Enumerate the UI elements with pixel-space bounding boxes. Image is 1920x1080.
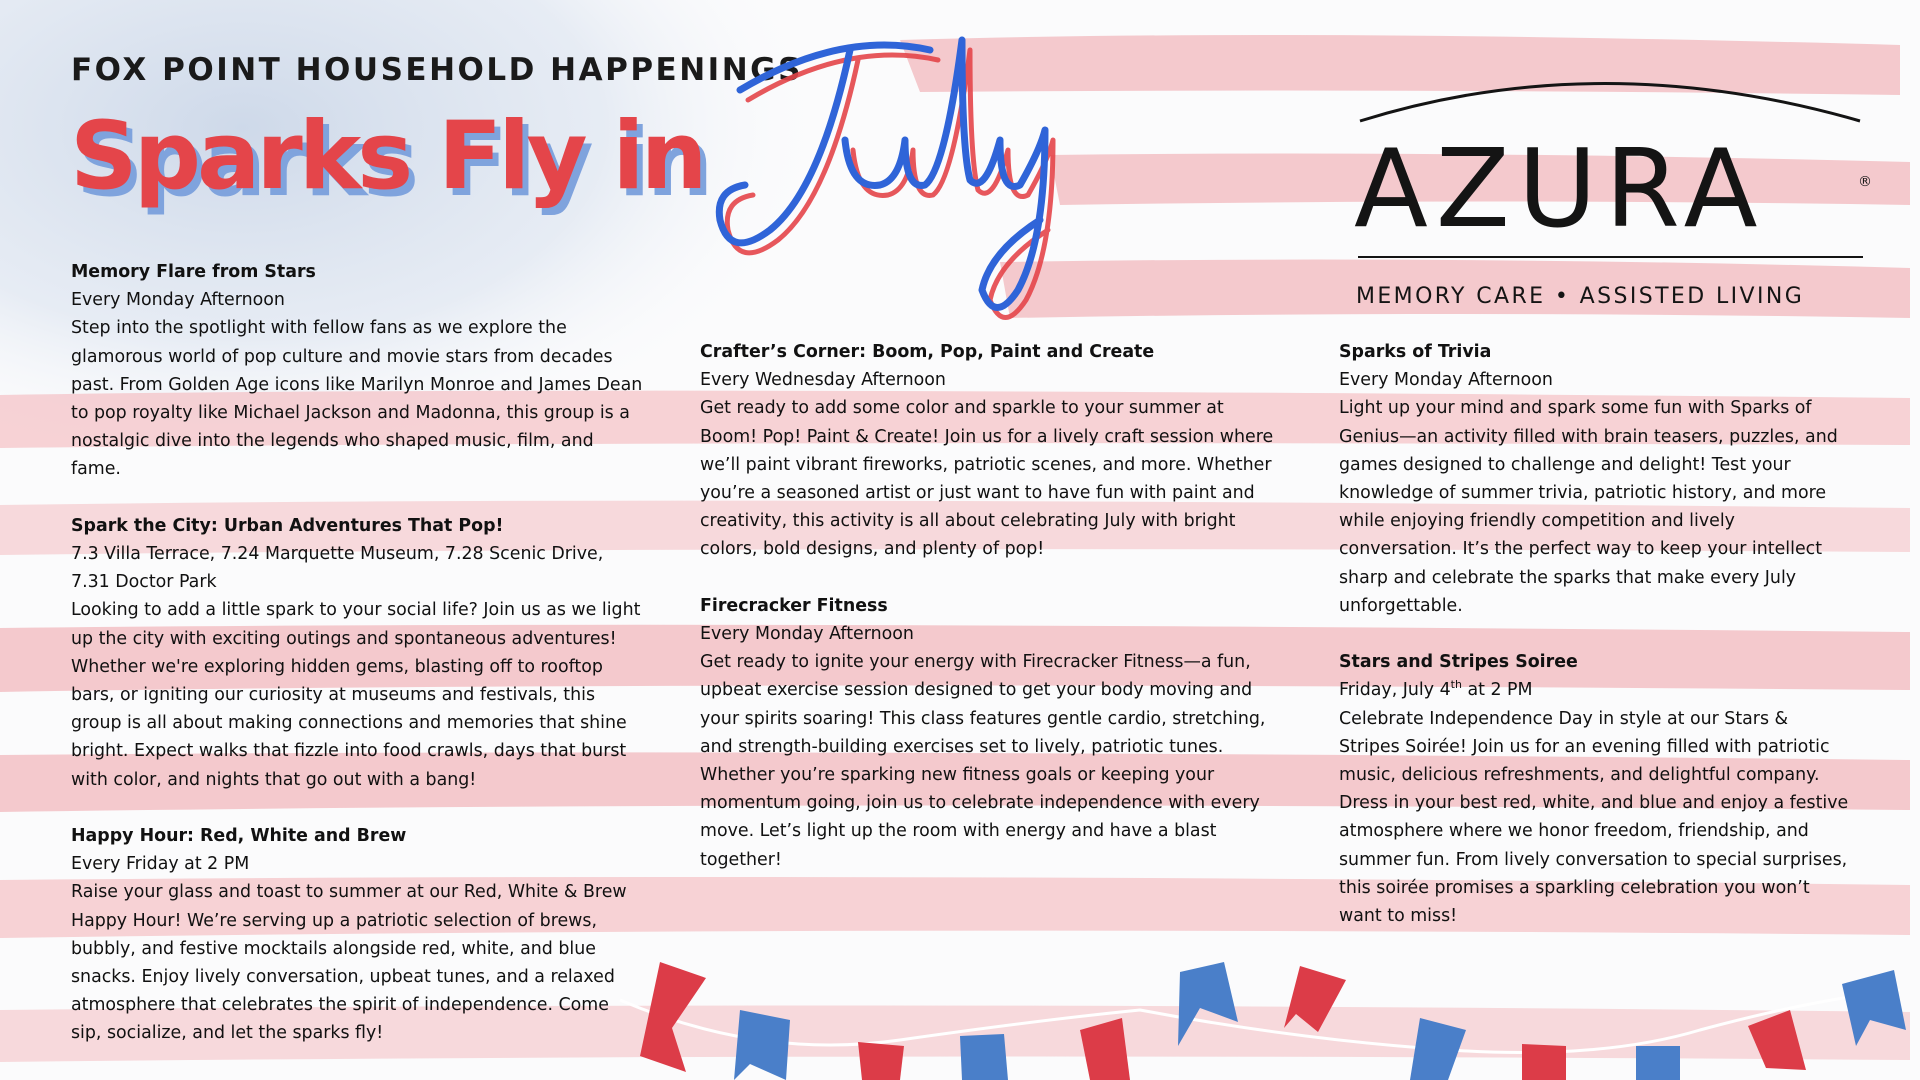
event-title: Spark the City: Urban Adventures That Pop! — [71, 515, 504, 536]
event-schedule: Every Wednesday Afternoon — [700, 370, 946, 391]
event-title: Crafter’s Corner: Boom, Pop, Paint and Create — [700, 342, 1155, 362]
event-schedule: 7.3 Villa Terrace, 7.24 Marquette Museum, 7.28 Scenic Drive, 7.31 Doctor Park — [71, 544, 604, 593]
logo-wordmark: AZURA — [1354, 127, 1766, 252]
events-column-3 — [1339, 338, 1849, 958]
event-description: Step into the spotlight with fellow fans as we explore the glamorous world of pop culture and movie stars from decades past. From Golden Age icons like Marilyn Monroe and James Dean to pop royalty like Michael Jackson and Madonna, this group is a nostalgic dive into the legends who shaped music, film, and fame. — [71, 318, 643, 480]
event-stars-and-stripes — [1339, 648, 1849, 930]
event-schedule — [1339, 676, 1849, 704]
event-description: Light up your mind and spark some fun with Sparks of Genius—an activity filled with brain teasers, puzzles, and games designed to challenge and delight! Test your knowledge of summer trivia, patriotic history, and more while enjoying friendly competition and lively conversation. It’s the perfect way to keep your intellect sharp and celebrate the sparks that make every July unforgettable. — [1339, 398, 1838, 616]
event-description: Looking to add a little spark to your social life? Join us as we light up the city with exciting outings and spontaneous adventures! Whether we're exploring hidden gems, blasting off to rooftop bars, or igniting our curiosity at museums and festivals, this group is all about making connections and memories that shine bright. Expect walks that fizzle into food crawls, days that burst with color, and nights that go out with a bang! — [71, 600, 641, 790]
event-memory-flare — [71, 258, 643, 484]
events-column-2 — [700, 338, 1282, 902]
event-firecracker-fitness — [700, 592, 1282, 874]
event-description: Get ready to add some color and sparkle to your summer at Boom! Pop! Paint & Create! Join us for a lively craft session where we’ll paint vibrant fireworks, patriotic scenes, and more. Whether you’re a seasoned artist or just want to have fun with paint and creativity, this activity is all about celebrating July with bright colors, bold designs, and plenty of pop! — [700, 398, 1274, 560]
pennant-flags — [640, 962, 1906, 1080]
july-script-lettering — [700, 20, 1100, 340]
date-ordinal-suffix: th — [1450, 678, 1462, 692]
event-description: Raise your glass and toast to summer at our Red, White & Brew Happy Hour! We’re serving up a patriotic selection of brews, bubbly, and festive mocktails alongside red, white, and blue snacks. Enjoy lively conversation, upbeat tunes, and a relaxed atmosphere that celebrates the spirit of independence. Come sip, socialize, and let the sparks fly! — [71, 882, 627, 1044]
event-description: Celebrate Independence Day in style at our Stars & Stripes Soirée! Join us for an evening filled with patriotic music, delicious refreshments, and delightful company. Dress in your best red, white, and blue and enjoy a festive atmosphere where we honor freedom, friendship, and summer fun. From lively conversation to special surprises, this soirée promises a sparkling celebration you won’t want to miss! — [1339, 708, 1849, 927]
event-schedule: Every Friday at 2 PM — [71, 854, 250, 875]
event-description: Get ready to ignite your energy with Firecracker Fitness—a fun, upbeat exercise session designed to get your body moving and your spirits soaring! This class features gentle cardio, stretching, and strength-building exercises set to lively, patriotic tunes. Whether you’re sparking new fitness goals or keeping your momentum going, join us to celebrate independence with every move. Let’s light up the room with energy and have a blast together! — [700, 652, 1266, 870]
schedule-date: Friday, July 4 — [1339, 680, 1451, 701]
schedule-time: at 2 PM — [1461, 680, 1533, 701]
logo-divider — [1358, 256, 1863, 258]
event-crafters-corner — [700, 338, 1282, 564]
event-schedule: Every Monday Afternoon — [700, 624, 914, 645]
event-title: Memory Flare from Stars — [71, 262, 316, 282]
logo-tagline: MEMORY CARE • ASSISTED LIVING — [1356, 284, 1805, 309]
july-script-text: July — [700, 20, 702, 21]
event-title: Sparks of Trivia — [1339, 342, 1492, 362]
event-schedule: Every Monday Afternoon — [1339, 370, 1553, 391]
logo-arc — [1350, 66, 1870, 126]
event-title: Firecracker Fitness — [700, 595, 888, 616]
event-title: Happy Hour: Red, White and Brew — [71, 826, 407, 847]
event-spark-the-city — [71, 512, 643, 794]
event-title: Stars and Stripes Soiree — [1339, 652, 1578, 673]
event-schedule: Every Monday Afternoon — [71, 290, 285, 311]
household-kicker: FOX POINT HOUSEHOLD HAPPENINGS — [71, 52, 803, 88]
bunting-decoration — [0, 940, 1920, 1080]
azura-logo — [1350, 66, 1872, 309]
headline: Sparks Fly in — [70, 102, 704, 211]
event-sparks-of-trivia — [1339, 338, 1849, 620]
logo-registered-mark: ® — [1858, 174, 1872, 190]
